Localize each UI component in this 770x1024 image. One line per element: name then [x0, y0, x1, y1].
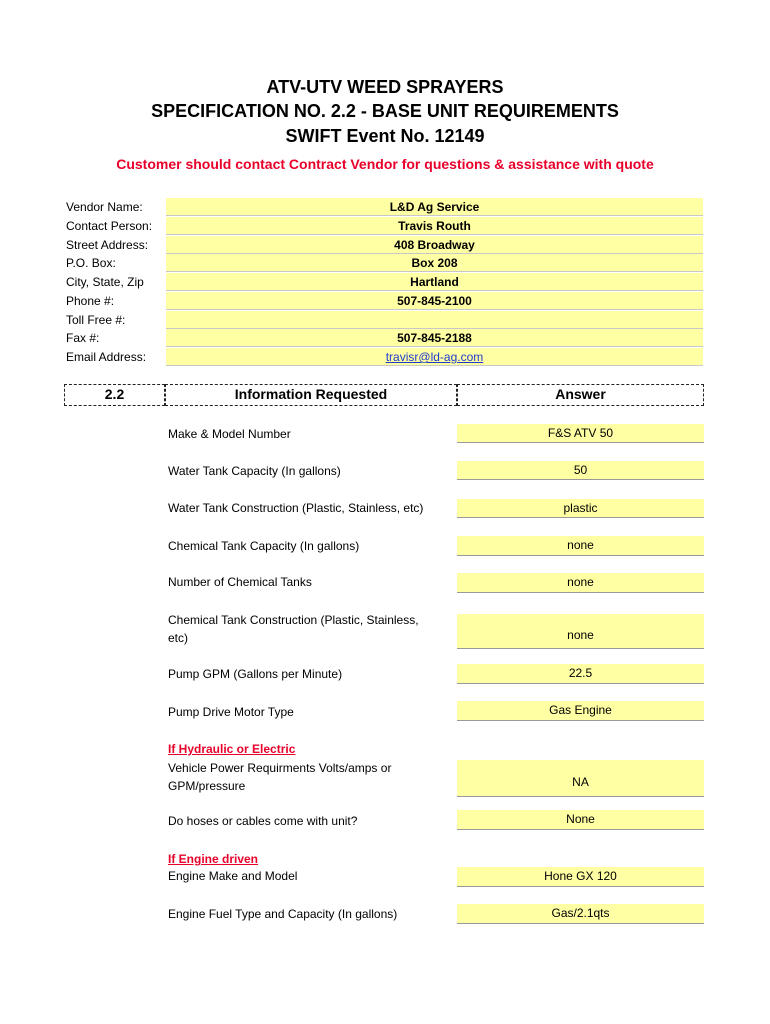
answer-engine-fuel: Gas/2.1qts — [457, 904, 704, 924]
question-water-tank-capacity: Water Tank Capacity (In gallons) — [168, 464, 341, 478]
question-chemical-tank-capacity: Chemical Tank Capacity (In gallons) — [168, 539, 360, 553]
answer-engine-make-model: Hone GX 120 — [457, 867, 704, 887]
question-chemical-tank-construction: Chemical Tank Construction (Plastic, Stainless, etc) — [168, 613, 419, 645]
phone-value: 507-845-2100 — [166, 292, 703, 310]
question-number-chemical-tanks: Number of Chemical Tanks — [168, 575, 312, 589]
phone-label: Phone #: — [66, 294, 115, 308]
section-hydraulic-electric: If Hydraulic or Electric — [168, 742, 296, 756]
toll-free-value — [166, 311, 703, 329]
question-engine-fuel: Engine Fuel Type and Capacity (In gallons) — [168, 907, 398, 921]
email-link[interactable]: travisr@ld-ag.com — [166, 348, 703, 366]
city-state-zip-value: Hartland — [166, 273, 703, 291]
event-number: SWIFT Event No. 12149 — [285, 126, 485, 146]
answer-vehicle-power: NA — [457, 760, 704, 797]
po-box-label: P.O. Box: — [66, 256, 116, 270]
fax-label: Fax #: — [66, 331, 100, 345]
contact-person-label: Contact Person: — [66, 219, 153, 233]
question-hoses-cables: Do hoses or cables come with unit? — [168, 814, 358, 828]
section-number-header: 2.2 — [64, 384, 165, 406]
answer-pump-drive-motor: Gas Engine — [457, 701, 704, 721]
toll-free-label: Toll Free #: — [66, 313, 126, 327]
answer-chemical-tank-construction: none — [457, 614, 704, 649]
answer-water-tank-capacity: 50 — [457, 461, 704, 480]
question-pump-drive-motor: Pump Drive Motor Type — [168, 705, 294, 719]
answer-header: Answer — [457, 384, 704, 406]
specification-title: SPECIFICATION NO. 2.2 - BASE UNIT REQUIREMENTS — [151, 101, 619, 121]
answer-pump-gpm: 22.5 — [457, 664, 704, 684]
question-make-model: Make & Model Number — [168, 427, 291, 441]
fax-value: 507-845-2188 — [166, 329, 703, 347]
question-engine-make-model: Engine Make and Model — [168, 869, 298, 883]
answer-chemical-tank-capacity: none — [457, 536, 704, 556]
answer-number-chemical-tanks: none — [457, 573, 704, 593]
email-label: Email Address: — [66, 350, 147, 364]
question-pump-gpm: Pump GPM (Gallons per Minute) — [168, 667, 343, 681]
answer-water-tank-construction: plastic — [457, 499, 704, 518]
contact-notice: Customer should contact Contract Vendor for questions & assistance with quote — [116, 156, 654, 172]
document-title: ATV-UTV WEED SPRAYERS — [266, 77, 504, 97]
city-state-zip-label: City, State, Zip — [66, 275, 144, 289]
question-vehicle-power: Vehicle Power Requirments Volts/amps or GPM/pressure — [168, 761, 392, 793]
vendor-name-label: Vendor Name: — [66, 200, 143, 214]
answer-hoses-cables: None — [457, 810, 704, 830]
section-engine-driven: If Engine driven — [168, 852, 259, 866]
street-address-value: 408 Broadway — [166, 236, 703, 254]
answer-make-model: F&S ATV 50 — [457, 424, 704, 443]
contact-person-value: Travis Routh — [166, 217, 703, 235]
street-address-label: Street Address: — [66, 238, 149, 252]
question-water-tank-construction: Water Tank Construction (Plastic, Stainless, etc) — [168, 501, 424, 515]
po-box-value: Box 208 — [166, 254, 703, 272]
vendor-name-value: L&D Ag Service — [166, 198, 703, 216]
information-requested-header: Information Requested — [165, 384, 457, 406]
